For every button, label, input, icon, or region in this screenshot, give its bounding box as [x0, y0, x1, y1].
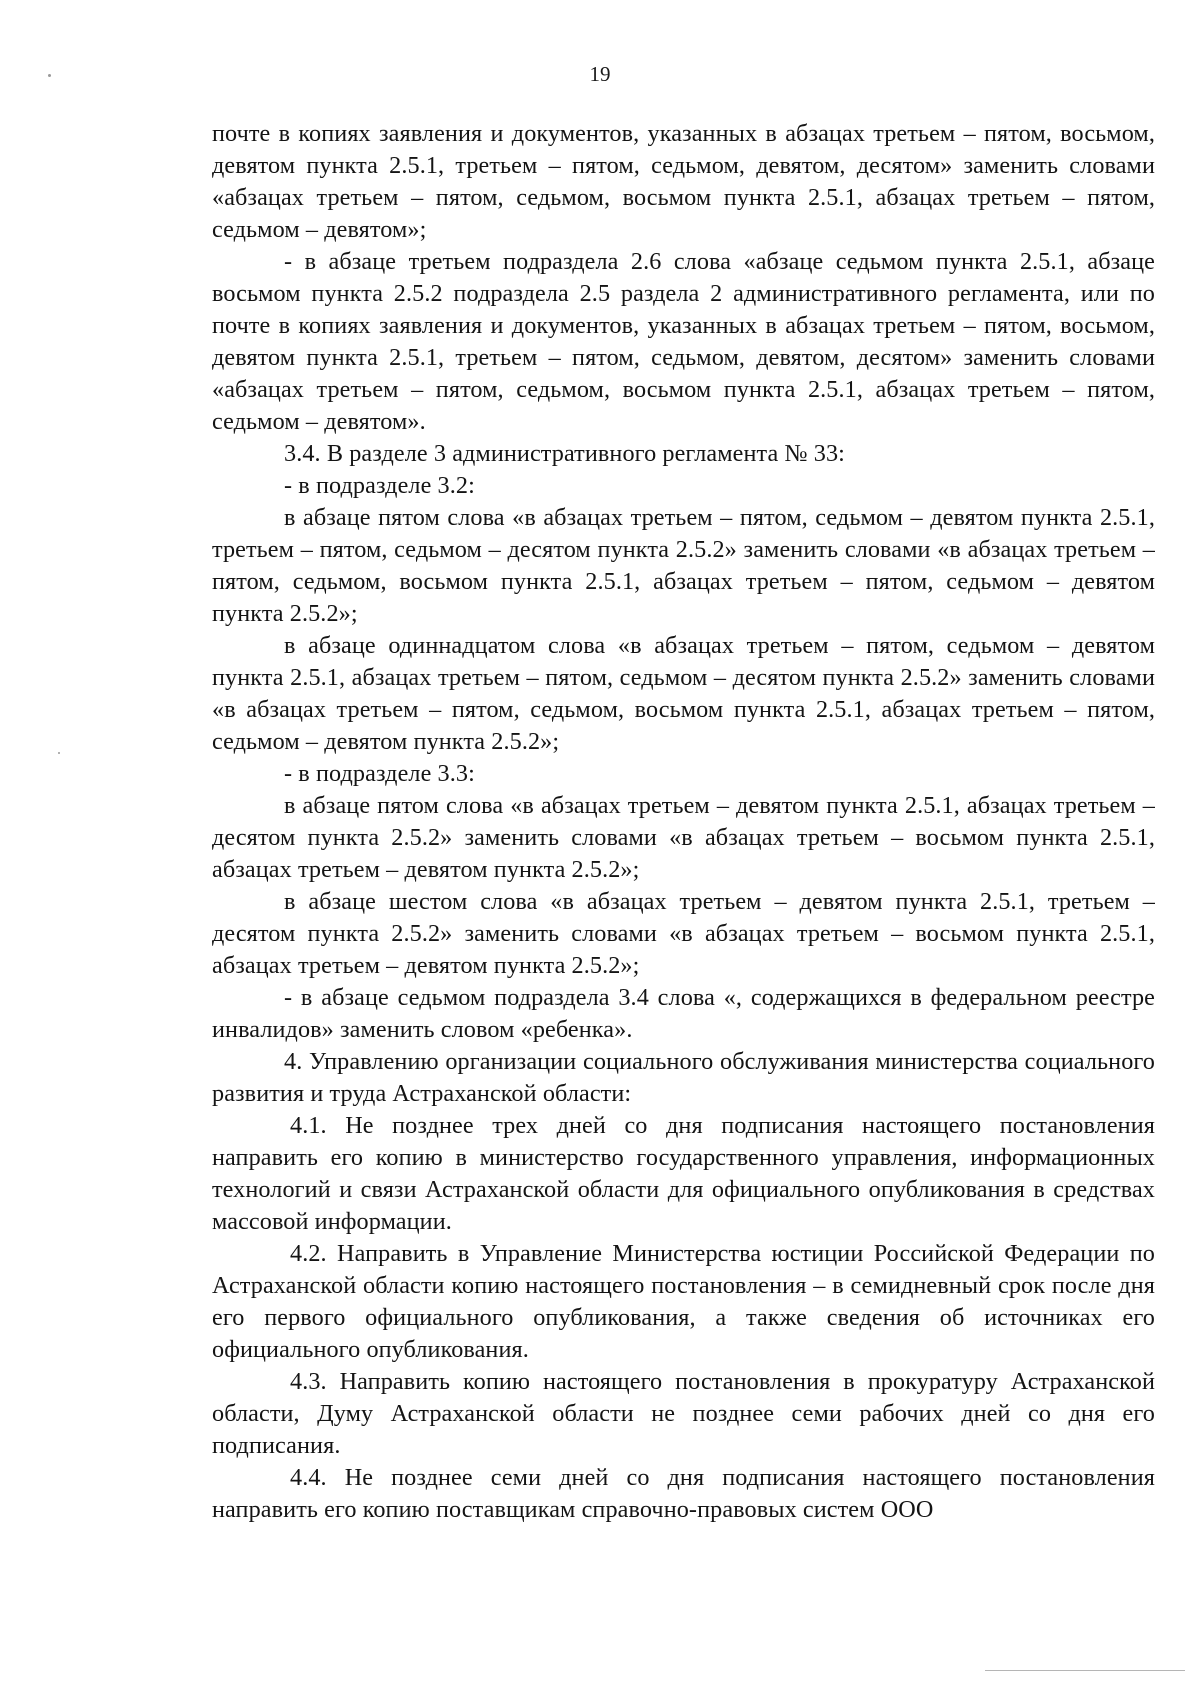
paragraph: - в абзаце третьем подраздела 2.6 слова «абзаце седьмом пункта 2.5.1, абзаце восьмом пункта 2.5.2 подраздела 2.5 раздела 2 административного регламента, или по почте в копиях заявления и документов, указанных в абзацах третьем – пятом, восьмом, девятом пункта 2.5.1, третьем – пятом, седьмом, девятом, десятом» заменить словами «абзацах третьем – пятом, седьмом, восьмом пункта 2.5.1, абзацах третьем – пятом, седьмом – девятом». — [212, 248, 1155, 435]
paragraph: 3.4. В разделе 3 административного регламента № 33: — [284, 440, 845, 467]
paragraph: - в подразделе 3.3: — [284, 760, 475, 787]
paragraph: в абзаце одиннадцатом слова «в абзацах третьем – пятом, седьмом – девятом пункта 2.5.1, абзацах третьем – пятом, седьмом – десятом пункта 2.5.2» заменить словами «в абзацах третьем – пятом, седьмом, восьмом пункта 2.5.1, абзацах третьем – пятом, седьмом – девятом пункта 2.5.2»; — [212, 632, 1155, 755]
scan-edge-mark — [985, 1670, 1185, 1671]
paragraph: 4.3. Направить копию настоящего постановления в прокуратуру Астраханской области, Думу Астраханской области не позднее семи рабочих дней со дня его подписания. — [212, 1368, 1155, 1459]
paragraph: в абзаце пятом слова «в абзацах третьем – девятом пункта 2.5.1, абзацах третьем – десятом пункта 2.5.2» заменить словами «в абзацах третьем – восьмом пункта 2.5.1, абзацах третьем – девятом пункта 2.5.2»; — [212, 792, 1155, 883]
paragraph: 4.2. Направить в Управление Министерства юстиции Российской Федерации по Астраханской области копию настоящего постановления – в семидневный срок после дня его первого официального опубликования, а также сведения об источниках его официального опубликования. — [212, 1240, 1155, 1363]
page-number: 19 — [589, 62, 611, 86]
paragraph: - в абзаце седьмом подраздела 3.4 слова «, содержащихся в федеральном реестре инвалидов» заменить словом «ребенка». — [212, 984, 1155, 1043]
paragraph: в абзаце шестом слова «в абзацах третьем – девятом пункта 2.5.1, третьем – десятом пункта 2.5.2» заменить словами «в абзацах третьем – восьмом пункта 2.5.1, абзацах третьем – девятом пункта 2.5.2»; — [212, 888, 1155, 979]
scan-speck — [58, 752, 60, 754]
paragraph: 4. Управлению организации социального обслуживания министерства социального развития и труда Астраханской области: — [212, 1048, 1155, 1107]
paragraph: - в подразделе 3.2: — [284, 472, 475, 499]
paragraph: почте в копиях заявления и документов, указанных в абзацах третьем – пятом, восьмом, девятом пункта 2.5.1, третьем – пятом, седьмом, девятом, десятом» заменить словами «абзацах третьем – пятом, седьмом, восьмом пункта 2.5.1, абзацах третьем – пятом, седьмом – девятом»; — [212, 120, 1155, 243]
paragraph: 4.1. Не позднее трех дней со дня подписания настоящего постановления направить его копию в министерство государственного управления, информационных технологий и связи Астраханской области для официального опубликования в средствах массовой информации. — [212, 1112, 1155, 1235]
document-body — [212, 118, 1155, 1526]
paragraph: в абзаце пятом слова «в абзацах третьем – пятом, седьмом – девятом пункта 2.5.1, третьем – пятом, седьмом – десятом пункта 2.5.2» заменить словами «в абзацах третьем – пятом, седьмом, восьмом пункта 2.5.1, абзацах третьем – пятом, седьмом – девятом пункта 2.5.2»; — [212, 504, 1155, 627]
paragraph: 4.4. Не позднее семи дней со дня подписания настоящего постановления направить его копию поставщикам справочно-правовых систем ООО — [212, 1464, 1155, 1523]
